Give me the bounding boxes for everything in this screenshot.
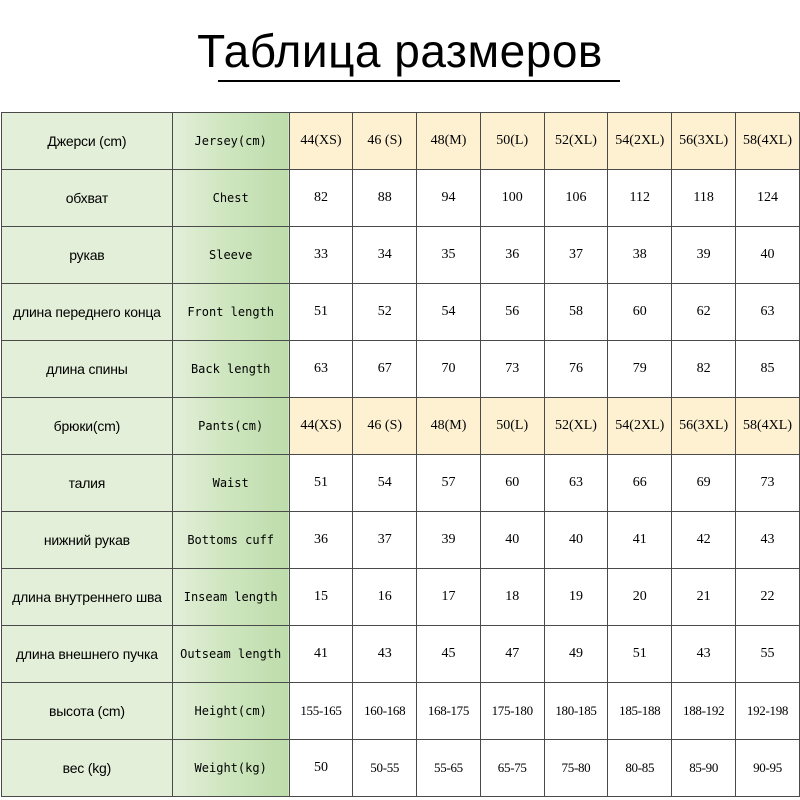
measurement-value-cell: 56 bbox=[480, 284, 544, 341]
russian-label-cell: длина переднего конца bbox=[2, 284, 173, 341]
measurement-value-cell: 22 bbox=[736, 569, 800, 626]
size-header-cell: 54(2XL) bbox=[608, 398, 672, 455]
measurement-value-cell: 73 bbox=[480, 341, 544, 398]
russian-label-cell: вес (kg) bbox=[2, 740, 173, 797]
measurement-value-cell: 57 bbox=[417, 455, 481, 512]
measurement-value-cell: 19 bbox=[544, 569, 608, 626]
size-header-cell: 58(4XL) bbox=[736, 113, 800, 170]
measurement-value-cell: 185-188 bbox=[608, 683, 672, 740]
size-header-cell: 44(XS) bbox=[289, 113, 353, 170]
size-header-row bbox=[2, 398, 800, 455]
measurement-value-cell: 100 bbox=[480, 170, 544, 227]
measurement-row bbox=[2, 170, 800, 227]
russian-label-cell: длина спины bbox=[2, 341, 173, 398]
measurement-value-cell: 55-65 bbox=[417, 740, 481, 797]
measurement-row bbox=[2, 626, 800, 683]
size-header-cell: 46 (S) bbox=[353, 398, 417, 455]
measurement-value-cell: 51 bbox=[608, 626, 672, 683]
measurement-value-cell: 80-85 bbox=[608, 740, 672, 797]
measurement-value-cell: 70 bbox=[417, 341, 481, 398]
measurement-row bbox=[2, 512, 800, 569]
measurement-value-cell: 124 bbox=[736, 170, 800, 227]
size-header-row bbox=[2, 113, 800, 170]
size-header-cell: 48(M) bbox=[417, 113, 481, 170]
measurement-value-cell: 15 bbox=[289, 569, 353, 626]
measurement-value-cell: 43 bbox=[736, 512, 800, 569]
english-label-cell: Waist bbox=[172, 455, 289, 512]
english-label-cell: Weight(kg) bbox=[172, 740, 289, 797]
size-table-body bbox=[2, 113, 800, 797]
measurement-value-cell: 40 bbox=[544, 512, 608, 569]
russian-label-cell: нижний рукав bbox=[2, 512, 173, 569]
measurement-value-cell: 73 bbox=[736, 455, 800, 512]
english-label-cell: Pants(cm) bbox=[172, 398, 289, 455]
measurement-value-cell: 82 bbox=[672, 341, 736, 398]
english-label-cell: Outseam length bbox=[172, 626, 289, 683]
russian-label-cell: длина внутреннего шва bbox=[2, 569, 173, 626]
measurement-value-cell: 65-75 bbox=[480, 740, 544, 797]
english-label-cell: Bottoms cuff bbox=[172, 512, 289, 569]
measurement-value-cell: 79 bbox=[608, 341, 672, 398]
measurement-value-cell: 118 bbox=[672, 170, 736, 227]
measurement-value-cell: 63 bbox=[736, 284, 800, 341]
measurement-value-cell: 41 bbox=[608, 512, 672, 569]
size-header-cell: 54(2XL) bbox=[608, 113, 672, 170]
measurement-value-cell: 54 bbox=[417, 284, 481, 341]
measurement-value-cell: 43 bbox=[672, 626, 736, 683]
measurement-row bbox=[2, 569, 800, 626]
measurement-value-cell: 41 bbox=[289, 626, 353, 683]
english-label-cell: Sleeve bbox=[172, 227, 289, 284]
measurement-value-cell: 16 bbox=[353, 569, 417, 626]
english-label-cell: Inseam length bbox=[172, 569, 289, 626]
measurement-value-cell: 50-55 bbox=[353, 740, 417, 797]
measurement-value-cell: 85 bbox=[736, 341, 800, 398]
russian-label-cell: Джерси (cm) bbox=[2, 113, 173, 170]
measurement-value-cell: 38 bbox=[608, 227, 672, 284]
measurement-value-cell: 51 bbox=[289, 284, 353, 341]
size-header-cell: 46 (S) bbox=[353, 113, 417, 170]
measurement-value-cell: 35 bbox=[417, 227, 481, 284]
measurement-value-cell: 60 bbox=[608, 284, 672, 341]
measurement-value-cell: 180-185 bbox=[544, 683, 608, 740]
russian-label-cell: брюки(cm) bbox=[2, 398, 173, 455]
russian-label-cell: высота (cm) bbox=[2, 683, 173, 740]
measurement-row bbox=[2, 341, 800, 398]
size-header-cell: 56(3XL) bbox=[672, 113, 736, 170]
measurement-value-cell: 21 bbox=[672, 569, 736, 626]
measurement-value-cell: 90-95 bbox=[736, 740, 800, 797]
measurement-value-cell: 63 bbox=[289, 341, 353, 398]
measurement-value-cell: 33 bbox=[289, 227, 353, 284]
measurement-value-cell: 39 bbox=[417, 512, 481, 569]
measurement-value-cell: 175-180 bbox=[480, 683, 544, 740]
size-header-cell: 56(3XL) bbox=[672, 398, 736, 455]
measurement-value-cell: 37 bbox=[353, 512, 417, 569]
russian-label-cell: длина внешнего пучка bbox=[2, 626, 173, 683]
measurement-value-cell: 88 bbox=[353, 170, 417, 227]
english-label-cell: Height(cm) bbox=[172, 683, 289, 740]
measurement-value-cell: 20 bbox=[608, 569, 672, 626]
english-label-cell: Back length bbox=[172, 341, 289, 398]
measurement-row bbox=[2, 683, 800, 740]
size-header-cell: 44(XS) bbox=[289, 398, 353, 455]
measurement-value-cell: 39 bbox=[672, 227, 736, 284]
measurement-value-cell: 18 bbox=[480, 569, 544, 626]
measurement-value-cell: 106 bbox=[544, 170, 608, 227]
measurement-value-cell: 62 bbox=[672, 284, 736, 341]
measurement-value-cell: 112 bbox=[608, 170, 672, 227]
measurement-value-cell: 55 bbox=[736, 626, 800, 683]
page-title: Таблица размеров bbox=[197, 25, 603, 77]
measurement-value-cell: 51 bbox=[289, 455, 353, 512]
measurement-value-cell: 160-168 bbox=[353, 683, 417, 740]
measurement-value-cell: 54 bbox=[353, 455, 417, 512]
measurement-row bbox=[2, 740, 800, 797]
measurement-value-cell: 67 bbox=[353, 341, 417, 398]
measurement-value-cell: 168-175 bbox=[417, 683, 481, 740]
measurement-value-cell: 43 bbox=[353, 626, 417, 683]
size-header-cell: 58(4XL) bbox=[736, 398, 800, 455]
size-header-cell: 50(L) bbox=[480, 113, 544, 170]
measurement-value-cell: 60 bbox=[480, 455, 544, 512]
measurement-value-cell: 82 bbox=[289, 170, 353, 227]
measurement-value-cell: 34 bbox=[353, 227, 417, 284]
measurement-value-cell: 52 bbox=[353, 284, 417, 341]
size-header-cell: 52(XL) bbox=[544, 113, 608, 170]
measurement-value-cell: 69 bbox=[672, 455, 736, 512]
title-underline bbox=[218, 80, 620, 82]
measurement-value-cell: 37 bbox=[544, 227, 608, 284]
measurement-value-cell: 192-198 bbox=[736, 683, 800, 740]
measurement-value-cell: 47 bbox=[480, 626, 544, 683]
measurement-row bbox=[2, 284, 800, 341]
measurement-value-cell: 85-90 bbox=[672, 740, 736, 797]
size-header-cell: 52(XL) bbox=[544, 398, 608, 455]
measurement-value-cell: 42 bbox=[672, 512, 736, 569]
measurement-row bbox=[2, 227, 800, 284]
english-label-cell: Chest bbox=[172, 170, 289, 227]
measurement-value-cell: 94 bbox=[417, 170, 481, 227]
measurement-value-cell: 50 bbox=[289, 740, 353, 797]
measurement-value-cell: 45 bbox=[417, 626, 481, 683]
measurement-value-cell: 17 bbox=[417, 569, 481, 626]
measurement-value-cell: 76 bbox=[544, 341, 608, 398]
measurement-value-cell: 75-80 bbox=[544, 740, 608, 797]
english-label-cell: Jersey(cm) bbox=[172, 113, 289, 170]
measurement-value-cell: 155-165 bbox=[289, 683, 353, 740]
russian-label-cell: обхват bbox=[2, 170, 173, 227]
measurement-value-cell: 188-192 bbox=[672, 683, 736, 740]
measurement-value-cell: 36 bbox=[480, 227, 544, 284]
measurement-value-cell: 40 bbox=[736, 227, 800, 284]
measurement-value-cell: 49 bbox=[544, 626, 608, 683]
size-header-cell: 50(L) bbox=[480, 398, 544, 455]
measurement-value-cell: 40 bbox=[480, 512, 544, 569]
size-header-cell: 48(M) bbox=[417, 398, 481, 455]
russian-label-cell: талия bbox=[2, 455, 173, 512]
russian-label-cell: рукав bbox=[2, 227, 173, 284]
measurement-value-cell: 66 bbox=[608, 455, 672, 512]
measurement-value-cell: 63 bbox=[544, 455, 608, 512]
measurement-row bbox=[2, 455, 800, 512]
measurement-value-cell: 58 bbox=[544, 284, 608, 341]
measurement-value-cell: 36 bbox=[289, 512, 353, 569]
english-label-cell: Front length bbox=[172, 284, 289, 341]
size-chart-table bbox=[1, 112, 800, 797]
